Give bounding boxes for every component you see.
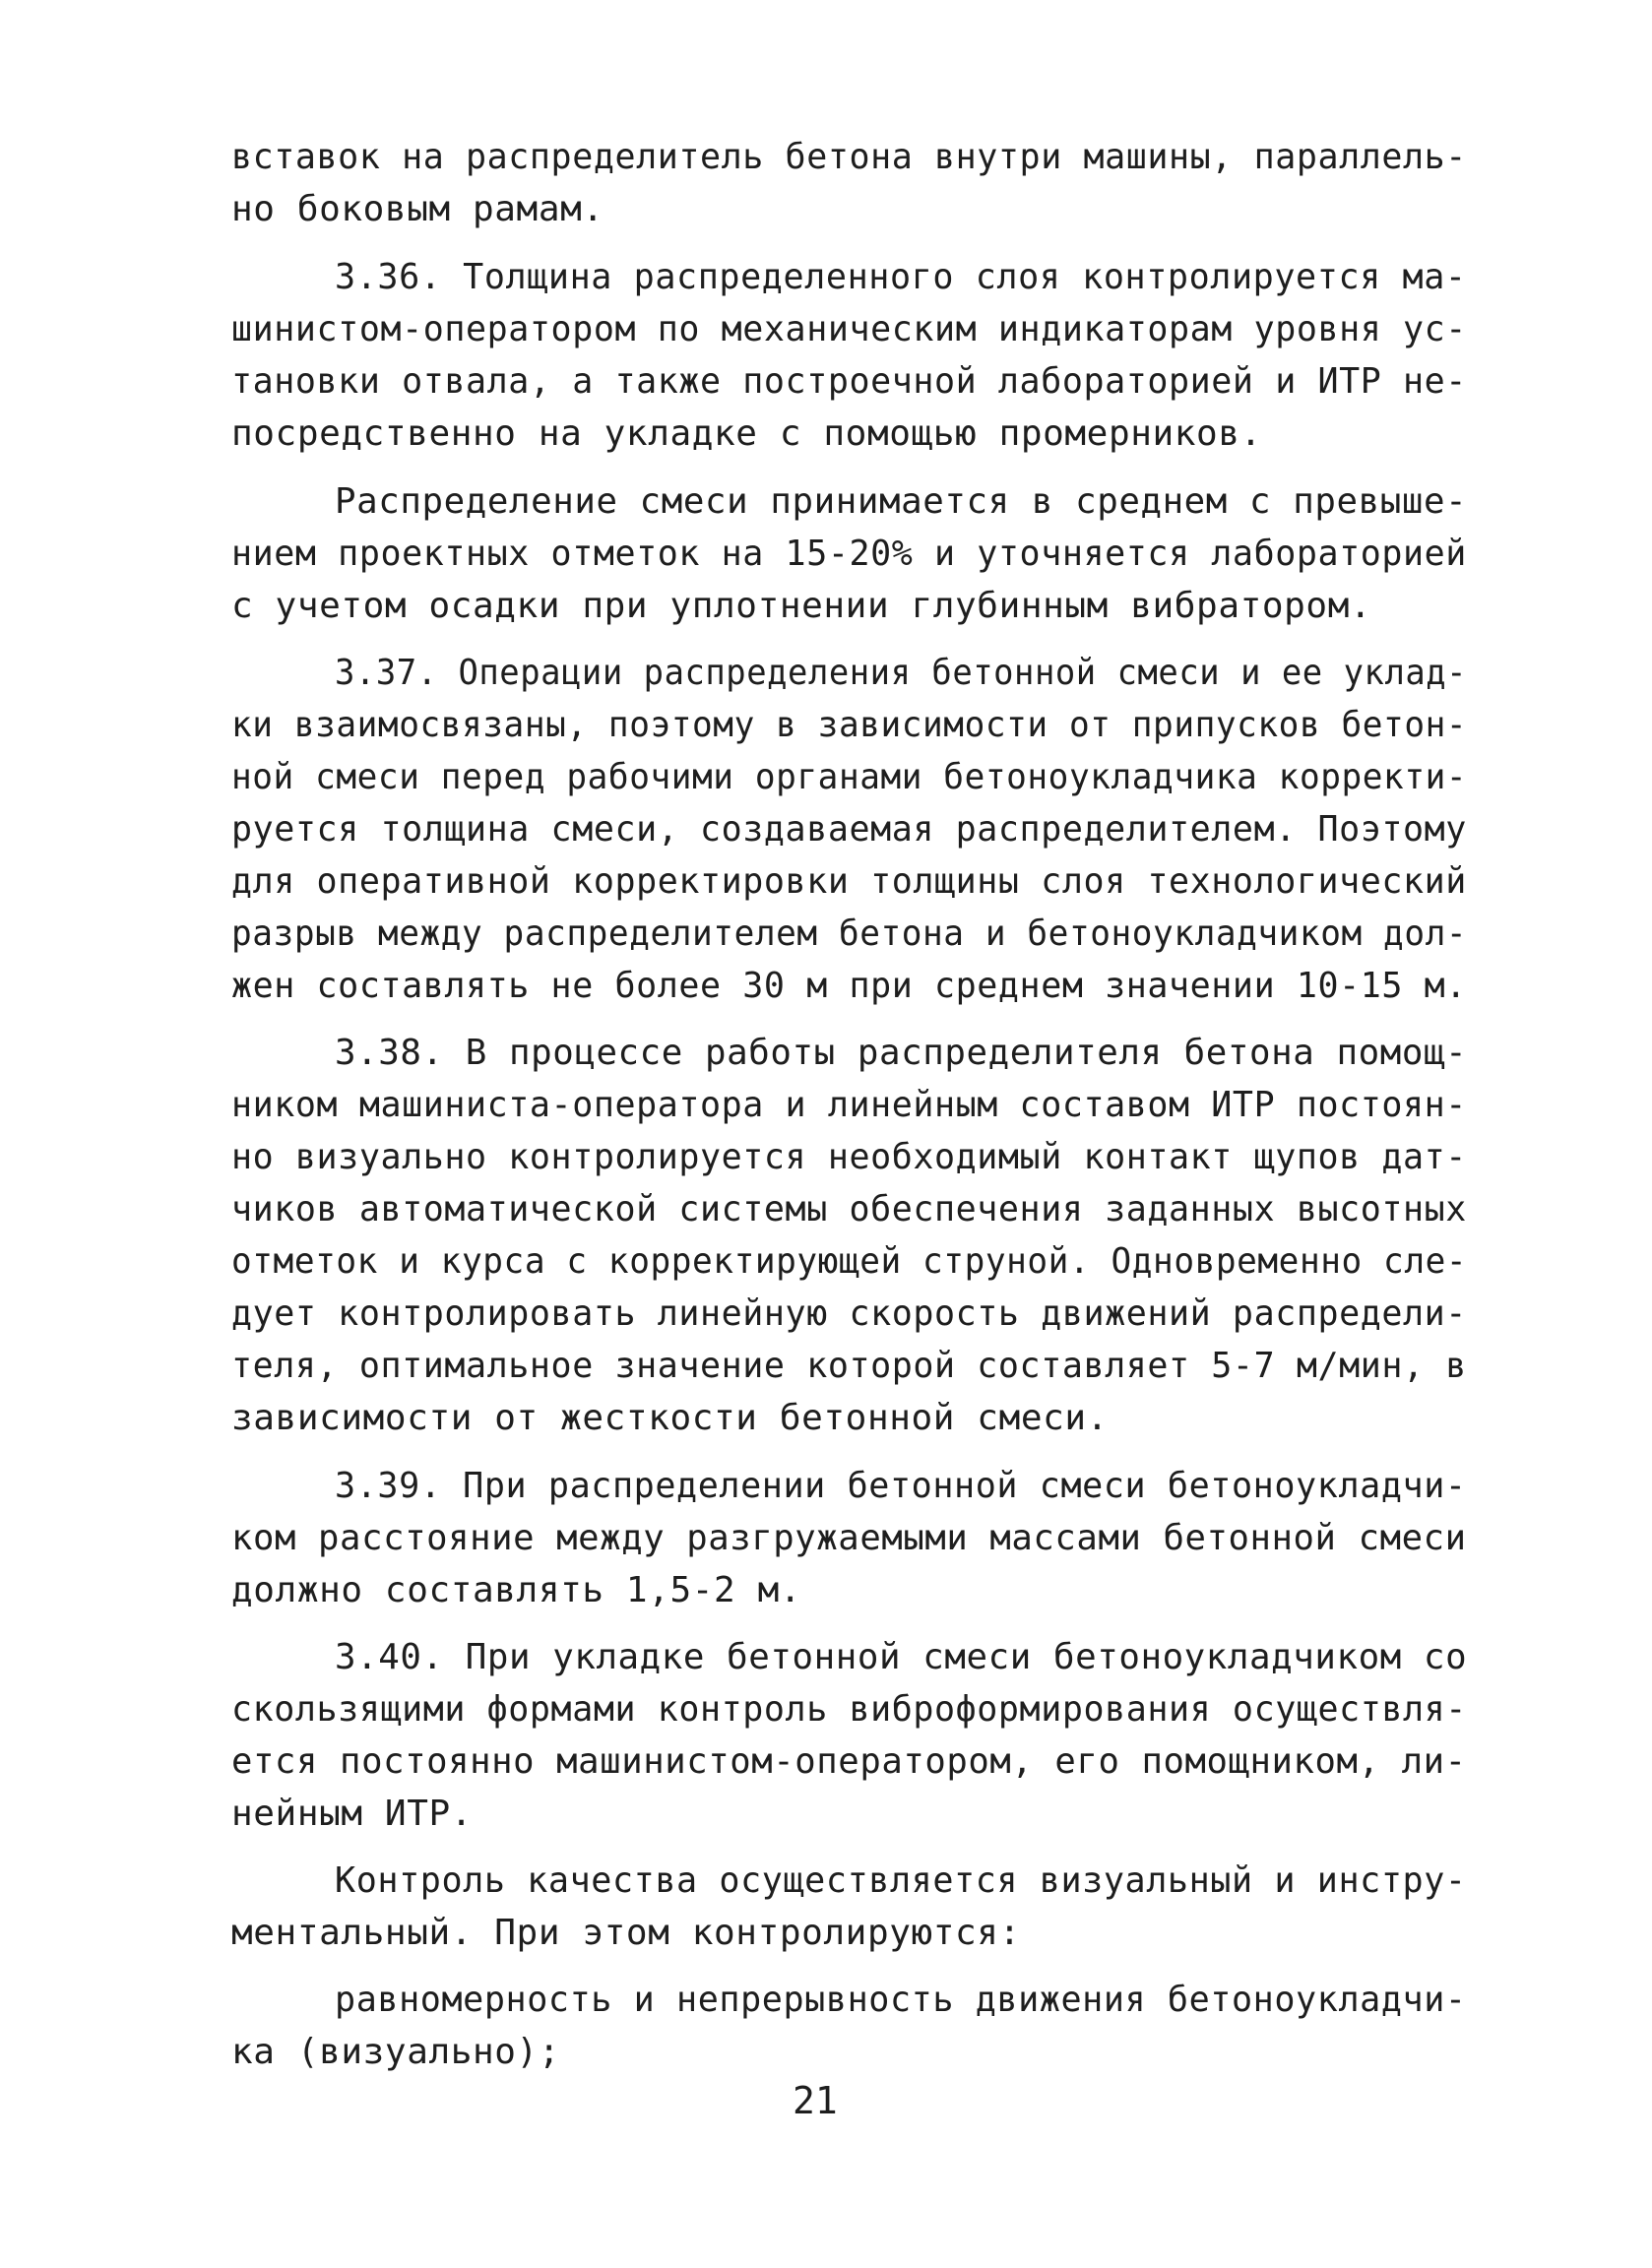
text-line: ментальный. При этом контролируются: [231,1913,1021,1953]
text-line: отметок и курса с корректирующей струной. Одновременно сле- [231,1241,1468,1282]
text-line: жен составлять не более 30 м при среднем значении 10-15 м. [231,966,1467,1006]
text-line: для оперативной корректировки толщины слоя технологический [231,861,1467,902]
text-line: руется толщина смеси, создаваемая распределителем. Поэтому [231,809,1467,850]
text-line: посредственно на укладке с помощью промерников. [231,413,1262,454]
text-line: ки взаимосвязаны, поэтому в зависимости от припусков бетон- [231,705,1468,745]
text-line: с учетом осадки при уплотнении глубинным вибратором. [231,586,1372,626]
text-line: тановки отвала, а также построечной лабораторией и ИТР не- [231,361,1467,402]
text-line: ником машиниста-оператора и линейным составом ИТР постоян- [231,1085,1467,1125]
text-line: нейным ИТР. [231,1794,474,1834]
text-line: разрыв между распределителем бетона и бетоноукладчиком дол- [231,914,1468,954]
text-line: 3.38. В процессе работы распределителя бетона помощ- [335,1033,1468,1073]
text-line: теля, оптимальное значение которой составляет 5-7 м/мин, в [231,1346,1467,1386]
text-line: 3.39. При распределении бетонной смеси бетоноукладчи- [335,1466,1467,1506]
text-line: Контроль качества осуществляется визуальный и инстру- [335,1860,1467,1901]
text-line: но визуально контролируется необходимый контакт щупов дат- [231,1137,1467,1177]
text-line: ком расстояние между разгружаемыми массами бетонной смеси [231,1518,1467,1558]
text-line: но боковым рамам. [231,189,604,229]
text-line: должно составлять 1,5-2 м. [231,1570,802,1610]
text-line: ной смеси перед рабочими органами бетоноукладчика корректи- [231,757,1468,797]
text-line: ется постоянно машинистом-оператором, его помощником, ли- [231,1741,1467,1782]
text-line: дует контролировать линейную скорость движений распредели- [231,1293,1467,1334]
text-line: 3.37. Операции распределения бетонной смеси и ее уклад- [335,653,1468,693]
text-line: скользящими формами контроль виброформирования осуществля- [231,1689,1467,1730]
text-line: зависимости от жесткости бетонной смеси. [231,1398,1109,1438]
text-line: 3.40. При укладке бетонной смеси бетоноукладчиком со [335,1637,1468,1677]
text-line: 3.36. Толщина распределенного слоя контролируется ма- [335,257,1467,297]
text-line: нием проектных отметок на 15-20% и уточняется лабораторией [231,534,1467,574]
text-line: чиков автоматической системы обеспечения заданных высотных [231,1189,1467,1229]
text-line: Распределение смеси принимается в среднем с превыше- [335,481,1468,522]
text-line: ка (визуально); [231,2032,561,2072]
text-line: шинистом-оператором по механическим индикаторам уровня ус- [231,309,1467,349]
page-number: 21 [793,2079,838,2122]
text-line: равномерность и непрерывность движения бетоноукладчи- [335,1980,1467,2020]
text-line: вставок на распределитель бетона внутри машины, параллель- [231,137,1467,177]
